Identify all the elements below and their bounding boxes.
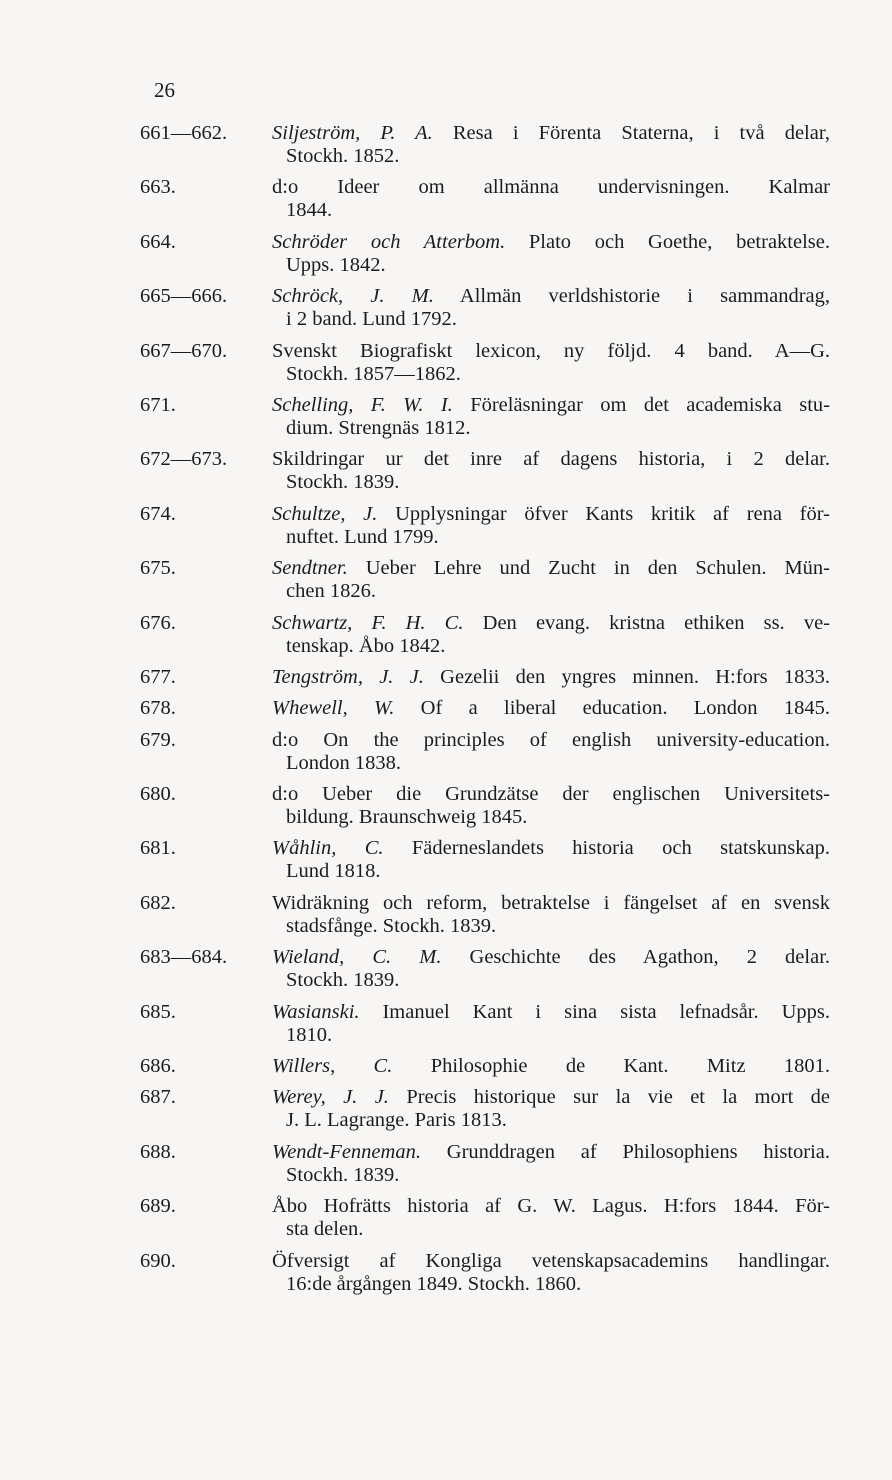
entry-author: Wåhlin, C. [272, 837, 384, 860]
entry-author: Schröder och Atterbom. [272, 230, 506, 253]
entry-first-line [272, 1250, 830, 1273]
entry-first-line [272, 612, 830, 635]
entry-title: Ueber Lehre und Zucht in den Schulen. Mün- [365, 557, 831, 580]
entry-first-line [272, 557, 830, 580]
entry-first-line [272, 783, 830, 806]
entry-text [272, 729, 830, 775]
entry-continuation: stadsfånge. Stockh. 1839. [286, 914, 497, 937]
catalog-entry [140, 340, 830, 386]
catalog-entry [140, 946, 830, 992]
entry-number: 678. [140, 697, 176, 720]
catalog-entry [140, 892, 830, 938]
entry-first-line [272, 1195, 830, 1218]
entry-number: 683—684. [140, 946, 228, 969]
entry-author: Willers, C. [272, 1055, 393, 1078]
entry-author: Schelling, F. W. I. [272, 393, 453, 416]
catalog-entries [140, 122, 830, 1304]
entry-continuation: Stockh. 1839. [286, 471, 400, 494]
entry-title: Plato och Goethe, betraktelse. [528, 230, 830, 253]
entry-number: 663. [140, 176, 176, 199]
entry-first-line [272, 666, 830, 689]
entry-title: d:o On the principles of english university-education. [272, 728, 830, 751]
entry-text [272, 340, 830, 386]
entry-continuation: Stockh. 1857—1862. [286, 362, 461, 385]
entry-author: Wendt-Fenneman. [272, 1140, 421, 1163]
entry-first-line [272, 1086, 830, 1109]
entry-first-line [272, 1001, 830, 1024]
entry-continuation: Upps. 1842. [286, 253, 386, 276]
page-number: 26 [154, 78, 175, 102]
entry-text [272, 231, 830, 277]
catalog-entry [140, 1001, 830, 1047]
entry-number: 672—673. [140, 448, 228, 471]
catalog-entry [140, 503, 830, 549]
entry-first-line [272, 1055, 830, 1078]
entry-number: 688. [140, 1140, 176, 1163]
catalog-entry [140, 1055, 830, 1078]
catalog-entry [140, 1141, 830, 1187]
entry-title: Åbo Hofrätts historia af G. W. Lagus. H:fors 1844. För- [272, 1195, 830, 1218]
entry-continuation: 1844. [286, 199, 333, 222]
entry-continuation: 1810. [286, 1023, 333, 1046]
entry-title: Imanuel Kant i sina sista lefnadsår. Upps. [382, 1000, 830, 1023]
entry-title: Of a liberal education. London 1845. [420, 697, 830, 720]
entry-continuation: Stockh. 1852. [286, 145, 400, 167]
entry-first-line [272, 946, 830, 969]
entry-first-line [272, 340, 830, 363]
entry-title: Svenskt Biografiskt lexicon, ny följd. 4 band. A—G. [272, 339, 830, 362]
entry-number: 661—662. [140, 122, 228, 144]
entry-number: 674. [140, 502, 176, 525]
entry-number: 687. [140, 1086, 176, 1109]
entry-first-line [272, 448, 830, 471]
entry-first-line [272, 231, 830, 254]
entry-continuation: dium. Strengnäs 1812. [286, 416, 471, 439]
entry-author: Siljeström, P. A. [272, 122, 433, 144]
entry-text [272, 892, 830, 938]
entry-text [272, 946, 830, 992]
entry-continuation: sta delen. [286, 1218, 364, 1241]
entry-text [272, 394, 830, 440]
entry-number: 677. [140, 665, 176, 688]
catalog-entry [140, 231, 830, 277]
entry-text [272, 557, 830, 603]
entry-continuation: Stockh. 1839. [286, 969, 400, 992]
entry-number: 676. [140, 611, 176, 634]
entry-first-line [272, 892, 830, 915]
entry-title: Föreläsningar om det academiska stu- [470, 393, 831, 416]
entry-title: Fäderneslandets historia och statskunskap. [411, 837, 830, 860]
entry-author: Schröck, J. M. [272, 285, 434, 308]
entry-first-line [272, 394, 830, 417]
catalog-entry [140, 285, 830, 331]
entry-text [272, 1086, 830, 1132]
entry-number: 665—666. [140, 285, 228, 308]
entry-continuation: bildung. Braunschweig 1845. [286, 806, 528, 829]
catalog-entry [140, 783, 830, 829]
entry-first-line [272, 503, 830, 526]
entry-text [272, 1001, 830, 1047]
entry-continuation: nuftet. Lund 1799. [286, 525, 439, 548]
entry-author: Sendtner. [272, 557, 348, 580]
catalog-entry [140, 176, 830, 222]
entry-first-line [272, 285, 830, 308]
entry-text [272, 1250, 830, 1296]
entry-title: Skildringar ur det inre af dagens historia, i 2 delar. [272, 448, 830, 471]
entry-text [272, 697, 830, 720]
catalog-entry [140, 729, 830, 775]
entry-text [272, 1055, 830, 1078]
catalog-entry [140, 557, 830, 603]
entry-title: Resa i Förenta Staterna, i två delar, [452, 122, 830, 144]
entry-first-line [272, 837, 830, 860]
entry-number: 667—670. [140, 339, 228, 362]
catalog-entry [140, 697, 830, 720]
catalog-entry [140, 1195, 830, 1241]
entry-title: Gezelii den yngres minnen. H:fors 1833. [440, 665, 831, 688]
catalog-entry [140, 394, 830, 440]
entry-title: Precis historique sur la vie et la mort de [406, 1086, 831, 1109]
entry-title: Allmän verldshistorie i sammandrag, [459, 285, 830, 308]
catalog-entry [140, 666, 830, 689]
catalog-entry [140, 1086, 830, 1132]
entry-number: 685. [140, 1000, 176, 1023]
entry-title: Widräkning och reform, betraktelse i fängelset af en svensk [272, 891, 830, 914]
entry-number: 689. [140, 1195, 176, 1218]
entry-continuation: chen 1826. [286, 580, 376, 603]
entry-number: 682. [140, 891, 176, 914]
entry-text [272, 122, 830, 168]
entry-first-line [272, 176, 830, 199]
entry-number: 679. [140, 728, 176, 751]
entry-text [272, 1141, 830, 1187]
entry-title: d:o Ideer om allmänna undervisningen. Kalmar [272, 176, 830, 199]
entry-author: Tengström, J. J. [272, 665, 424, 688]
catalog-entry [140, 1250, 830, 1296]
entry-author: Wasianski. [272, 1000, 360, 1023]
catalog-entry [140, 122, 830, 168]
entry-first-line [272, 697, 830, 720]
entry-author: Whewell, W. [272, 697, 395, 720]
entry-title: Philosophie de Kant. Mitz 1801. [430, 1055, 831, 1078]
entry-number: 686. [140, 1055, 176, 1078]
entry-text [272, 666, 830, 689]
entry-first-line [272, 122, 830, 145]
entry-title: Grunddragen af Philosophiens historia. [446, 1140, 830, 1163]
entry-text [272, 285, 830, 331]
entry-title: Den evang. kristna ethiken ss. ve- [482, 611, 831, 634]
entry-title: Upplysningar öfver Kants kritik af rena för- [395, 502, 830, 525]
entry-continuation: London 1838. [286, 751, 402, 774]
entry-first-line [272, 1141, 830, 1164]
entry-continuation: i 2 band. Lund 1792. [286, 308, 457, 331]
entry-number: 690. [140, 1249, 176, 1272]
entry-continuation: Lund 1818. [286, 860, 381, 883]
entry-author: Wieland, C. M. [272, 946, 442, 969]
entry-text [272, 612, 830, 658]
entry-continuation: tenskap. Åbo 1842. [286, 634, 446, 657]
entry-first-line [272, 729, 830, 752]
entry-number: 681. [140, 837, 176, 860]
entry-number: 664. [140, 230, 176, 253]
entry-continuation: Stockh. 1839. [286, 1163, 400, 1186]
entry-text [272, 503, 830, 549]
entry-title: Öfversigt af Kongliga vetenskapsacademins handlingar. [272, 1249, 830, 1272]
entry-number: 680. [140, 783, 176, 806]
entry-number: 671. [140, 393, 176, 416]
entry-text [272, 783, 830, 829]
entry-author: Schwartz, F. H. C. [272, 611, 464, 634]
entry-text [272, 837, 830, 883]
entry-text [272, 176, 830, 222]
catalog-entry [140, 837, 830, 883]
entry-title: Geschichte des Agathon, 2 delar. [469, 946, 831, 969]
entry-title: d:o Ueber die Grundzätse der englischen Universitets- [272, 783, 830, 806]
catalog-entry [140, 448, 830, 494]
entry-continuation: J. L. Lagrange. Paris 1813. [286, 1109, 507, 1132]
entry-text [272, 1195, 830, 1241]
entry-text [272, 448, 830, 494]
entry-number: 675. [140, 557, 176, 580]
catalog-entry [140, 612, 830, 658]
entry-continuation: 16:de årgången 1849. Stockh. 1860. [286, 1272, 582, 1295]
entry-author: Werey, J. J. [272, 1086, 389, 1109]
entry-author: Schultze, J. [272, 502, 378, 525]
